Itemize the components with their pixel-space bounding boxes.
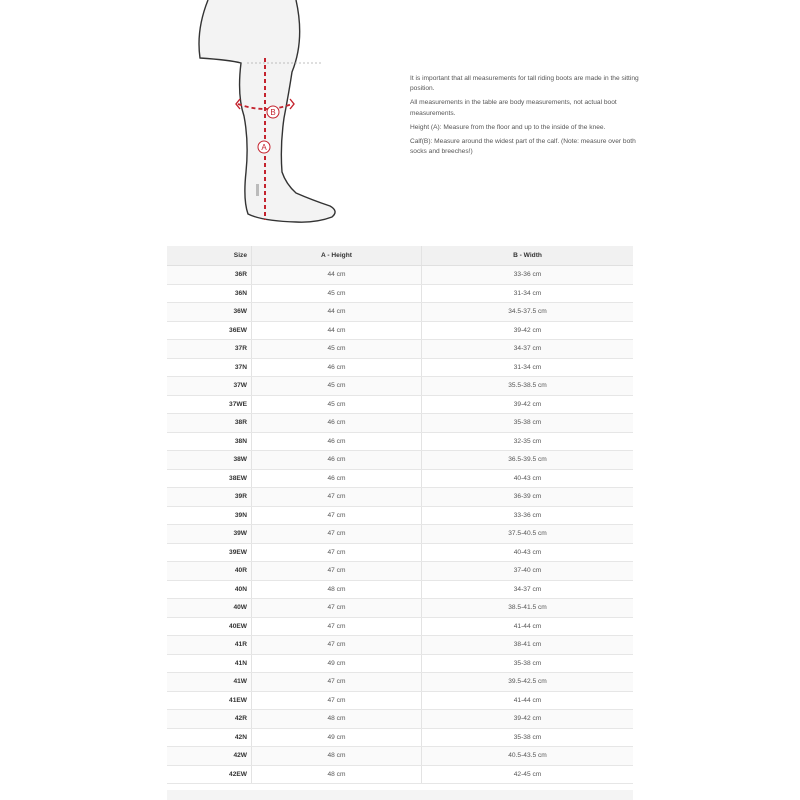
size-cell: 39EW (167, 543, 252, 562)
size-cell: 38N (167, 432, 252, 451)
size-cell: 40EW (167, 617, 252, 636)
instruction-body-measurements: All measurements in the table are body measurements, not actual boot measurements. (410, 99, 617, 117)
width-cell: 34.5-37.5 cm (422, 303, 634, 322)
size-cell: 36EW (167, 321, 252, 340)
table-body (167, 266, 633, 784)
table-row (167, 599, 633, 618)
size-cell: 42W (167, 747, 252, 766)
width-cell: 37-40 cm (422, 562, 634, 581)
height-cell: 48 cm (252, 710, 422, 729)
width-cell: 41-44 cm (422, 691, 634, 710)
height-cell: 45 cm (252, 395, 422, 414)
height-cell: 47 cm (252, 525, 422, 544)
width-cell: 36-39 cm (422, 488, 634, 507)
height-cell: 47 cm (252, 673, 422, 692)
table-row (167, 432, 633, 451)
size-cell: 37R (167, 340, 252, 359)
size-cell: 36N (167, 284, 252, 303)
height-cell: 49 cm (252, 654, 422, 673)
measurement-instructions (410, 74, 642, 161)
size-cell: 38R (167, 414, 252, 433)
height-cell: 48 cm (252, 765, 422, 784)
instruction-calf: Calf(B): Measure around the widest part of the calf. (Note: measure over both socks and breeches!) (410, 137, 636, 155)
size-cell: 36W (167, 303, 252, 322)
table-row (167, 691, 633, 710)
height-cell: 47 cm (252, 636, 422, 655)
width-cell: 31-34 cm (422, 284, 634, 303)
size-cell: 40R (167, 562, 252, 581)
table-row (167, 284, 633, 303)
height-cell: 47 cm (252, 488, 422, 507)
table-row (167, 321, 633, 340)
width-cell: 39-42 cm (422, 710, 634, 729)
width-cell: 40-43 cm (422, 543, 634, 562)
header-height: A - Height (252, 246, 422, 266)
size-cell: 37W (167, 377, 252, 396)
height-cell: 48 cm (252, 580, 422, 599)
width-cell: 42-45 cm (422, 765, 634, 784)
height-cell: 44 cm (252, 303, 422, 322)
table-row (167, 747, 633, 766)
height-cell: 44 cm (252, 266, 422, 285)
instruction-height: Height (A): Measure from the floor and up to the inside of the knee. (410, 123, 606, 131)
size-cell: 39R (167, 488, 252, 507)
size-cell: 37WE (167, 395, 252, 414)
header-size: Size (167, 246, 252, 266)
table-row (167, 617, 633, 636)
table-row (167, 358, 633, 377)
width-cell: 35.5-38.5 cm (422, 377, 634, 396)
label-b: B (270, 108, 276, 117)
table-row (167, 654, 633, 673)
size-cell: 38W (167, 451, 252, 470)
height-cell: 47 cm (252, 506, 422, 525)
table-row (167, 543, 633, 562)
height-cell: 48 cm (252, 747, 422, 766)
width-cell: 33-36 cm (422, 266, 634, 285)
table-row (167, 266, 633, 285)
width-cell: 34-37 cm (422, 340, 634, 359)
size-cell: 36R (167, 266, 252, 285)
leg-measurement-illustration (185, 0, 355, 225)
width-cell: 34-37 cm (422, 580, 634, 599)
size-cell: 42R (167, 710, 252, 729)
height-cell: 47 cm (252, 617, 422, 636)
height-cell: 45 cm (252, 377, 422, 396)
height-cell: 46 cm (252, 358, 422, 377)
height-cell: 49 cm (252, 728, 422, 747)
width-cell: 39.5-42.5 cm (422, 673, 634, 692)
size-cell: 41EW (167, 691, 252, 710)
table-row (167, 710, 633, 729)
width-cell: 41-44 cm (422, 617, 634, 636)
size-cell: 41N (167, 654, 252, 673)
table-row (167, 506, 633, 525)
table-row (167, 562, 633, 581)
table-row (167, 303, 633, 322)
width-cell: 31-34 cm (422, 358, 634, 377)
size-cell: 41W (167, 673, 252, 692)
table-row (167, 525, 633, 544)
size-cell: 40N (167, 580, 252, 599)
table-row (167, 340, 633, 359)
table-row (167, 488, 633, 507)
width-cell: 35-38 cm (422, 414, 634, 433)
table-row (167, 395, 633, 414)
size-cell: 40W (167, 599, 252, 618)
height-cell: 45 cm (252, 340, 422, 359)
height-cell: 47 cm (252, 599, 422, 618)
size-cell: 39N (167, 506, 252, 525)
boot-tab (256, 184, 259, 196)
width-cell: 40-43 cm (422, 469, 634, 488)
table-row (167, 377, 633, 396)
table-row (167, 765, 633, 784)
size-table (167, 246, 633, 784)
width-cell: 33-36 cm (422, 506, 634, 525)
height-cell: 46 cm (252, 451, 422, 470)
width-cell: 35-38 cm (422, 654, 634, 673)
width-cell: 40.5-43.5 cm (422, 747, 634, 766)
height-cell: 47 cm (252, 543, 422, 562)
table-header-row (167, 246, 633, 266)
size-cell: 42N (167, 728, 252, 747)
width-cell: 36.5-39.5 cm (422, 451, 634, 470)
height-cell: 46 cm (252, 469, 422, 488)
size-cell: 37N (167, 358, 252, 377)
table-row (167, 469, 633, 488)
height-cell: 47 cm (252, 691, 422, 710)
width-cell: 32-35 cm (422, 432, 634, 451)
height-cell: 46 cm (252, 432, 422, 451)
table-row (167, 580, 633, 599)
width-cell: 37.5-40.5 cm (422, 525, 634, 544)
size-cell: 42EW (167, 765, 252, 784)
table-footer-strip (167, 790, 633, 800)
table-row (167, 451, 633, 470)
height-cell: 44 cm (252, 321, 422, 340)
width-cell: 38-41 cm (422, 636, 634, 655)
size-cell: 41R (167, 636, 252, 655)
height-cell: 46 cm (252, 414, 422, 433)
table-row (167, 636, 633, 655)
table-row (167, 728, 633, 747)
size-cell: 38EW (167, 469, 252, 488)
label-a: A (261, 143, 267, 152)
height-cell: 47 cm (252, 562, 422, 581)
width-cell: 39-42 cm (422, 321, 634, 340)
height-cell: 45 cm (252, 284, 422, 303)
table-row (167, 673, 633, 692)
width-cell: 38.5-41.5 cm (422, 599, 634, 618)
width-cell: 39-42 cm (422, 395, 634, 414)
calf-arrow-right (290, 99, 294, 109)
size-cell: 39W (167, 525, 252, 544)
header-width: B - Width (422, 246, 634, 266)
width-cell: 35-38 cm (422, 728, 634, 747)
table-row (167, 414, 633, 433)
instruction-sitting: It is important that all measurements for tall riding boots are made in the sitting position. (410, 75, 639, 93)
